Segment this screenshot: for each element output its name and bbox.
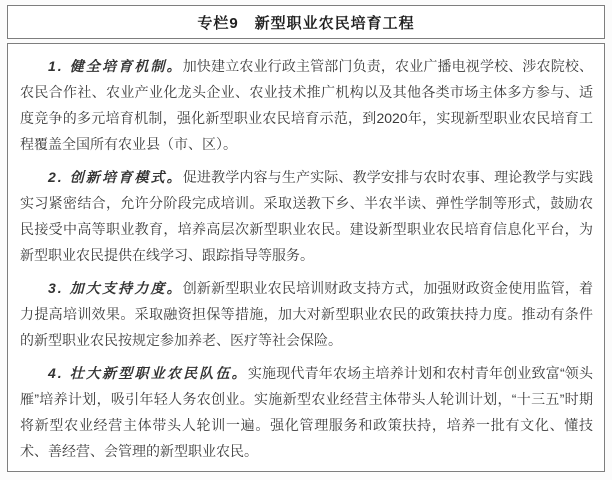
paragraph-4 [20,360,593,464]
paragraph-3-body: 创新新型职业农民培训财政支持方式，加强财政资金使用监管，着力提高培训效果。采取融资担保等措施，加大对新型职业农民的政策扶持力度。推动有条件的新型职业农民按规定参加养老、医疗等社会保险。 [20,280,593,348]
column-title: 专栏9 新型职业农民培育工程 [197,14,415,32]
paragraph-1-body: 加快建立农业行政主管部门负责，农业广播电视学校、涉农院校、农民合作社、农业产业化龙头企业、农业技术推广机构以及其他各类市场主体多方参与、适度竞争的多元培育机制，强化新型职业农民培育示范，到2020年，实现新型职业农民培育工程覆盖全国所有农业县（市、区）。 [20,58,593,152]
column-title-box [7,5,605,39]
paragraph-4-body: 实施现代青年农场主培养计划和农村青年创业致富“领头雁”培养计划，吸引年轻人务农创业。实施新型农业经营主体带头人轮训计划，“十三五”时期将新型农业经营主体带头人轮训一遍。强化管理服务和政策扶持，培养一批有文化、懂技术、善经营、会管理的新型职业农民。 [20,365,593,459]
paragraph-1-lead: 1. 健全培育机制。 [48,58,183,74]
paragraph-3-lead: 3. 加大支持力度。 [48,280,183,296]
paragraph-2-body: 促进教学内容与生产实际、教学安排与农时农事、理论教学与实践实习紧密结合，允许分阶段完成培训。采取送教下乡、半农半读、弹性学制等形式，鼓励农民接受中高等职业教育，培养高层次新型职业农民。建设新型职业农民培育信息化平台，为新型职业农民提供在线学习、跟踪指导等服务。 [20,169,593,263]
column-content-box [7,43,605,472]
paragraph-2 [20,164,593,268]
paragraph-3 [20,275,593,353]
paragraph-4-lead: 4. 壮大新型职业农民队伍。 [48,365,248,381]
paragraph-2-lead: 2. 创新培育模式。 [48,169,183,185]
paragraph-1 [20,53,593,157]
